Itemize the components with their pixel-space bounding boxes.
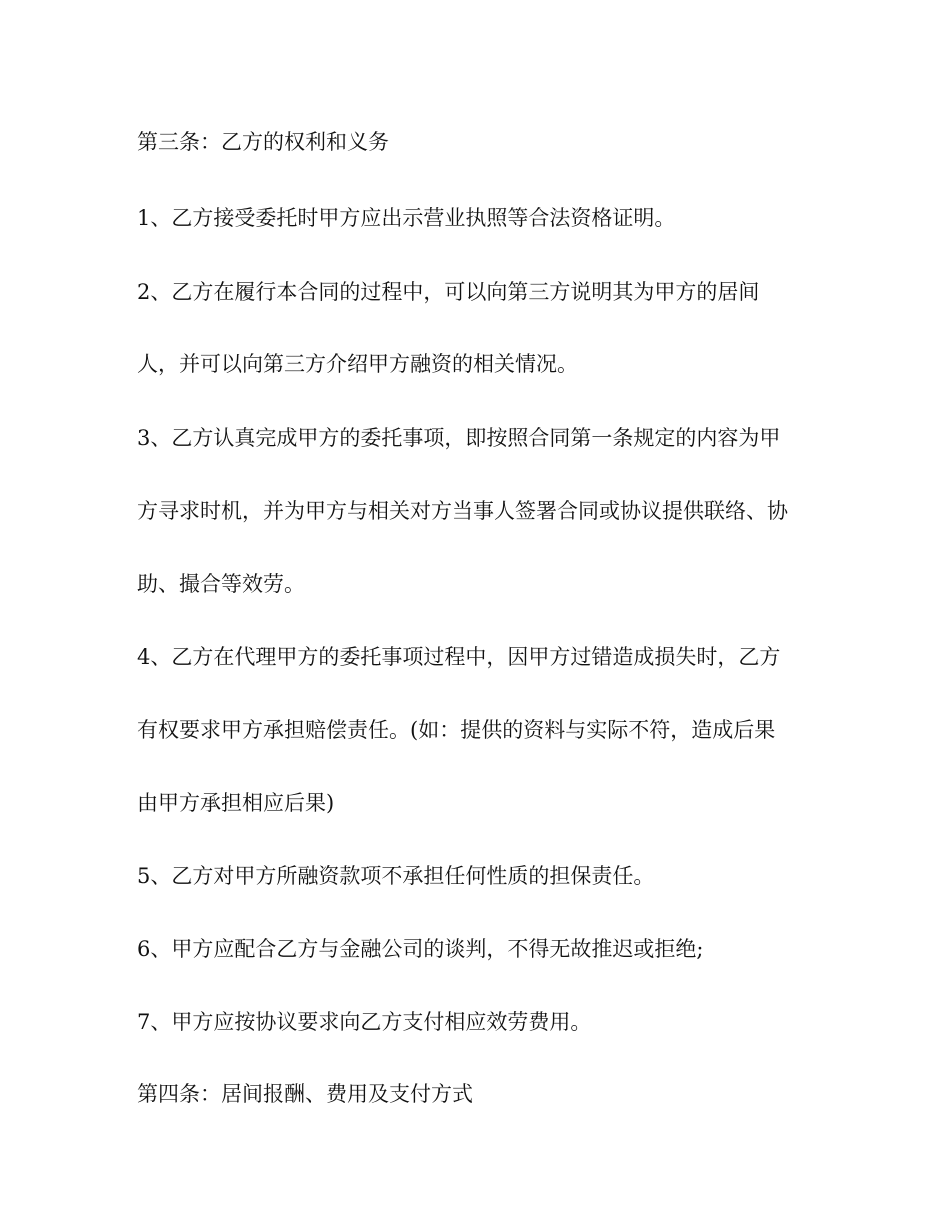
section-heading-article-3: 第三条：乙方的权利和义务 <box>137 130 389 154</box>
clause-4-line-2: 有权要求甲方承担赔偿责任。(如：提供的资料与实际不符，造成后果 <box>137 718 776 742</box>
clause-4-line-1: 4、乙方在代理甲方的委托事项过程中，因甲方过错造成损失时，乙方 <box>137 645 781 669</box>
clause-7: 7、甲方应按协议要求向乙方支付相应效劳费用。 <box>137 1010 592 1034</box>
clause-4-line-3: 由甲方承担相应后果) <box>137 791 335 815</box>
clause-2-line-2: 人，并可以向第三方介绍甲方融资的相关情况。 <box>137 352 578 376</box>
clause-3-line-3: 助、撮合等效劳。 <box>137 572 305 596</box>
clause-1: 1、乙方接受委托时甲方应出示营业执照等合法资格证明。 <box>137 206 676 230</box>
clause-2-line-1: 2、乙方在履行本合同的过程中，可以向第三方说明其为甲方的居间 <box>137 280 760 304</box>
clause-6: 6、甲方应配合乙方与金融公司的谈判，不得无故推迟或拒绝; <box>137 937 704 961</box>
clause-3-line-1: 3、乙方认真完成甲方的委托事项，即按照合同第一条规定的内容为甲 <box>137 426 781 450</box>
section-heading-article-4: 第四条：居间报酬、费用及支付方式 <box>137 1082 473 1106</box>
clause-5: 5、乙方对甲方所融资款项不承担任何性质的担保责任。 <box>137 864 655 888</box>
clause-3-line-2: 方寻求时机，并为甲方与相关对方当事人签署合同或协议提供联络、协 <box>137 499 788 523</box>
